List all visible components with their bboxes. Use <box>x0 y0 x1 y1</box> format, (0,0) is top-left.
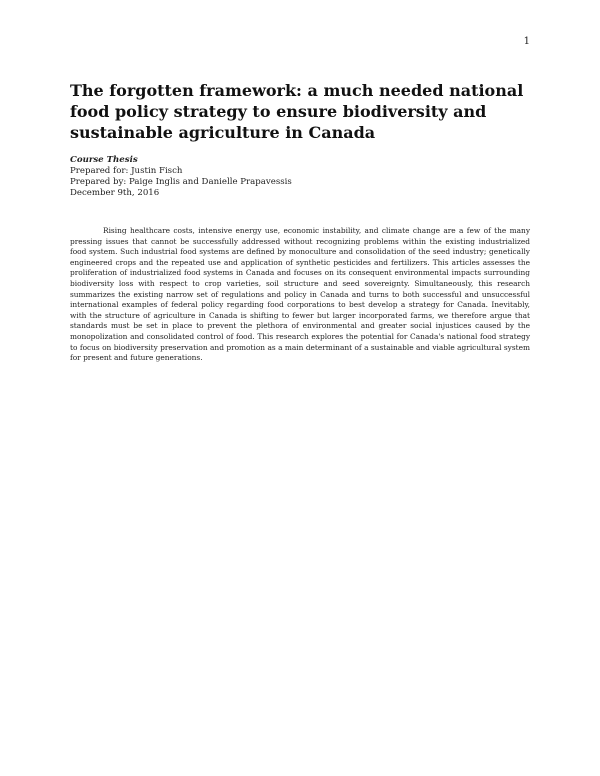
prepared-by: Prepared by: Paige Inglis and Danielle Prapavessis <box>70 177 292 187</box>
course-thesis-label: Course Thesis <box>70 155 138 165</box>
page-number: 1 <box>523 36 530 47</box>
document-title: The forgotten framework: a much needed national food policy strategy to ensure biodiversity and sustainable agriculture in Canada <box>70 81 524 142</box>
document-date: December 9th, 2016 <box>70 188 160 198</box>
document-meta <box>70 155 530 199</box>
prepared-for: Prepared for: Justin Fisch <box>70 166 183 176</box>
abstract-paragraph: Rising healthcare costs, intensive energy use, economic instability, and climate change are a few of the many pressing issues that cannot be successfully addressed without recognizing problems within the existing industrialized food system. Such industrial food systems are defined by monoculture and consolidation of the seed industry; genetically engineered crops and the repeated use and application of synthetic pesticides and fertilizers. This articles assesses the proliferation of industrialized food systems in Canada and focuses on its consequent environmental impacts surrounding biodiversity loss with respect to crop varieties, soil structure and seed sovereignty. Simultaneously, this research summarizes the existing narrow set of regulations and policy in Canada and turns to both successful and unsuccessful international examples of federal policy regarding food corporations to best develop a strategy for Canada. Inevitably, with the structure of agriculture in Canada is shifting to fewer but larger incorporated farms, we therefore argue that standards must be set in place to prevent the plethora of environmental and greater social injustices caused by the monopolization and consolidated control of food. This research explores the potential for Canada's national food strategy to focus on biodiversity preservation and promotion as a main determinant of a sustainable and viable agricultural system for present and future generations. <box>70 226 530 363</box>
